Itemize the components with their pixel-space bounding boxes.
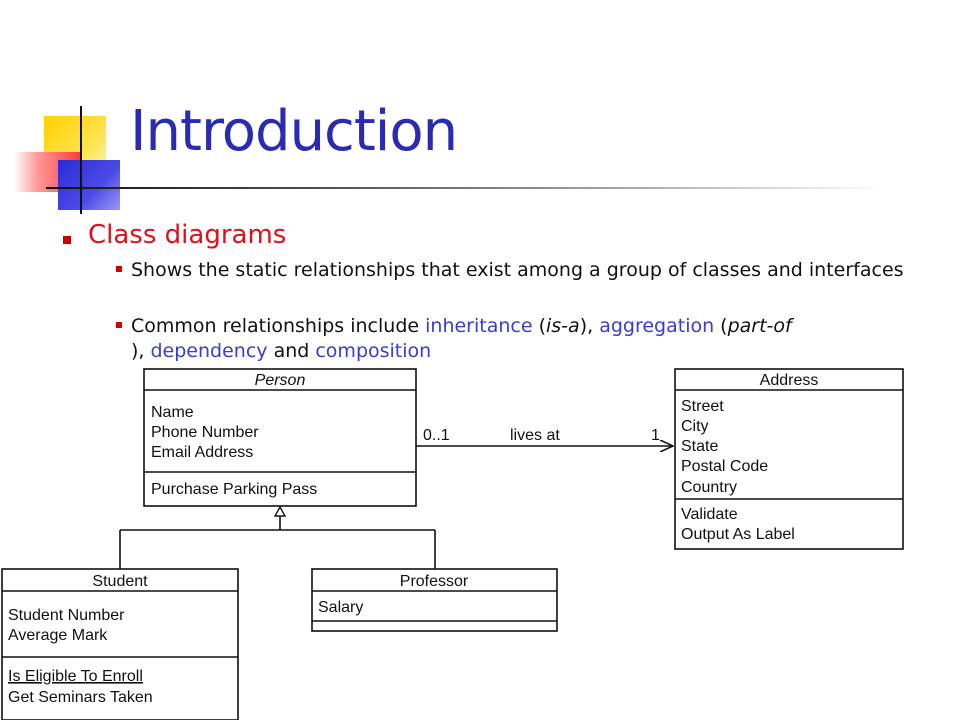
- text-paren: (: [532, 315, 546, 337]
- text-is-a: is-a: [546, 315, 580, 337]
- address-attr-street: Street: [681, 398, 724, 415]
- person-op-parking: Purchase Parking Pass: [151, 481, 318, 498]
- association-lives-at: [416, 427, 673, 446]
- class-professor: [312, 569, 557, 631]
- address-op-validate: Validate: [681, 506, 738, 523]
- text-and: and: [267, 340, 316, 362]
- text-paren: (: [714, 315, 728, 337]
- association-label: lives at: [510, 427, 560, 444]
- generalization-triangle-icon: [275, 507, 285, 516]
- student-attr-mark: Average Mark: [8, 627, 108, 644]
- keyword-dependency: dependency: [150, 340, 268, 362]
- student-op-seminars: Get Seminars Taken: [8, 689, 153, 706]
- student-class-name: Student: [92, 573, 148, 590]
- professor-attr-salary: Salary: [318, 599, 364, 616]
- person-attr-name: Name: [151, 404, 194, 421]
- person-class-name: Person: [254, 372, 306, 389]
- class-student: [2, 569, 238, 720]
- student-attr-number: Student Number: [8, 607, 125, 624]
- person-attr-email: Email Address: [151, 444, 254, 461]
- multiplicity-source: 0..1: [423, 427, 450, 444]
- class-person: [144, 369, 416, 506]
- keyword-inheritance: inheritance: [425, 315, 533, 337]
- address-attr-country: Country: [681, 479, 738, 496]
- text-paren: ),: [579, 315, 600, 337]
- address-attr-city: City: [681, 418, 709, 435]
- address-op-output: Output As Label: [681, 526, 795, 543]
- person-attr-phone: Phone Number: [151, 424, 259, 441]
- keyword-composition: composition: [315, 340, 432, 362]
- bullet-static-relationships: Shows the static relationships that exist among a group of classes and interfaces: [131, 259, 904, 281]
- address-class-name: Address: [759, 372, 819, 389]
- text-prefix: Common relationships include: [131, 315, 426, 337]
- address-attr-postal: Postal Code: [681, 458, 769, 475]
- inheritance-connector: [120, 507, 435, 569]
- text-paren: ),: [131, 340, 151, 362]
- keyword-aggregation: aggregation: [599, 315, 715, 337]
- text-part-of: part-of: [727, 315, 792, 337]
- heading-class-diagrams: Class diagrams: [88, 220, 287, 250]
- professor-class-name: Professor: [399, 573, 469, 590]
- address-attr-state: State: [681, 438, 719, 455]
- multiplicity-target: 1: [651, 427, 660, 444]
- class-address: [675, 369, 903, 549]
- student-op-eligible: Is Eligible To Enroll: [8, 668, 143, 685]
- slide-title: Introduction: [130, 99, 458, 164]
